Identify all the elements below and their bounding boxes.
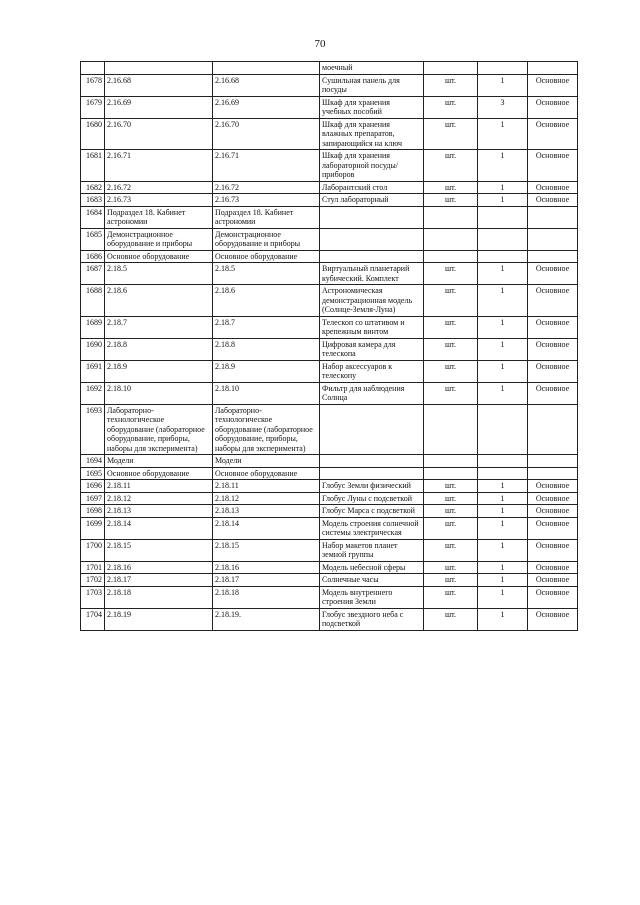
item-name-cell	[320, 467, 424, 480]
quantity-cell: 1	[478, 316, 528, 338]
table-row	[81, 74, 578, 96]
unit-cell	[424, 404, 478, 455]
row-number-cell: 1686	[81, 250, 105, 263]
row-number-cell	[81, 62, 105, 75]
code-cell: 2.16.69	[105, 96, 213, 118]
code-cell: 2.18.10	[105, 382, 213, 404]
catalog-code-cell: 2.18.15	[213, 539, 320, 561]
code-cell: 2.16.68	[105, 74, 213, 96]
quantity-cell	[478, 404, 528, 455]
table-row	[81, 96, 578, 118]
code-cell: 2.18.8	[105, 338, 213, 360]
unit-cell: шт.	[424, 539, 478, 561]
code-cell: 2.18.16	[105, 561, 213, 574]
code-cell: 2.16.73	[105, 194, 213, 207]
unit-cell: шт.	[424, 263, 478, 285]
unit-cell: шт.	[424, 505, 478, 518]
equipment-type-cell: Основное	[528, 181, 578, 194]
equipment-type-cell: Основное	[528, 285, 578, 317]
row-number-cell: 1695	[81, 467, 105, 480]
table-row	[81, 574, 578, 587]
unit-cell: шт.	[424, 285, 478, 317]
quantity-cell: 1	[478, 360, 528, 382]
row-number-cell: 1691	[81, 360, 105, 382]
row-number-cell: 1694	[81, 455, 105, 468]
unit-cell: шт.	[424, 181, 478, 194]
equipment-type-cell: Основное	[528, 338, 578, 360]
catalog-code-cell: 2.16.73	[213, 194, 320, 207]
catalog-code-cell: 2.16.68	[213, 74, 320, 96]
equipment-table	[80, 61, 578, 631]
quantity-cell: 1	[478, 517, 528, 539]
quantity-cell: 1	[478, 74, 528, 96]
item-name-cell: Виртуальный планетарий кубический. Комплект	[320, 263, 424, 285]
equipment-type-cell: Основное	[528, 96, 578, 118]
catalog-code-cell: 2.18.13	[213, 505, 320, 518]
quantity-cell	[478, 467, 528, 480]
row-number-cell: 1701	[81, 561, 105, 574]
table-row	[81, 228, 578, 250]
quantity-cell: 1	[478, 263, 528, 285]
row-number-cell: 1683	[81, 194, 105, 207]
table-body	[81, 62, 578, 631]
code-cell: Основное оборудование	[105, 467, 213, 480]
code-cell: 2.18.17	[105, 574, 213, 587]
catalog-code-cell: 2.18.6	[213, 285, 320, 317]
item-name-cell: Цифровая камера для телескопа	[320, 338, 424, 360]
equipment-type-cell: Основное	[528, 360, 578, 382]
item-name-cell: Стул лабораторный	[320, 194, 424, 207]
item-name-cell: Глобус Марса с подсветкой	[320, 505, 424, 518]
quantity-cell: 1	[478, 150, 528, 182]
table-row	[81, 285, 578, 317]
catalog-code-cell: Модели	[213, 455, 320, 468]
equipment-type-cell	[528, 404, 578, 455]
table-row	[81, 455, 578, 468]
catalog-code-cell: 2.18.14	[213, 517, 320, 539]
quantity-cell: 1	[478, 608, 528, 630]
catalog-code-cell: 2.18.8	[213, 338, 320, 360]
row-number-cell: 1700	[81, 539, 105, 561]
item-name-cell: Астрономическая демонстрационная модель (Солнце-Земля-Луна)	[320, 285, 424, 317]
item-name-cell: Шкаф для хранения лабораторной посуды/приборов	[320, 150, 424, 182]
unit-cell: шт.	[424, 150, 478, 182]
item-name-cell: Лаборантский стол	[320, 181, 424, 194]
row-number-cell: 1702	[81, 574, 105, 587]
unit-cell	[424, 467, 478, 480]
row-number-cell: 1692	[81, 382, 105, 404]
code-cell: 2.18.11	[105, 480, 213, 493]
unit-cell: шт.	[424, 517, 478, 539]
catalog-code-cell: 2.18.16	[213, 561, 320, 574]
equipment-type-cell: Основное	[528, 480, 578, 493]
equipment-type-cell: Основное	[528, 574, 578, 587]
unit-cell	[424, 206, 478, 228]
equipment-type-cell: Основное	[528, 505, 578, 518]
row-number-cell: 1689	[81, 316, 105, 338]
row-number-cell: 1681	[81, 150, 105, 182]
code-cell: Лабораторно-технологическое оборудование (лабораторное оборудование, приборы, наборы для эксперимента)	[105, 404, 213, 455]
row-number-cell: 1687	[81, 263, 105, 285]
catalog-code-cell: 2.16.69	[213, 96, 320, 118]
unit-cell	[424, 62, 478, 75]
catalog-code-cell: 2.16.70	[213, 118, 320, 150]
code-cell	[105, 62, 213, 75]
catalog-code-cell: Основное оборудование	[213, 467, 320, 480]
row-number-cell: 1688	[81, 285, 105, 317]
item-name-cell: моечный	[320, 62, 424, 75]
table-row	[81, 206, 578, 228]
catalog-code-cell: 2.16.72	[213, 181, 320, 194]
code-cell: 2.18.15	[105, 539, 213, 561]
item-name-cell: Модель небесной сферы	[320, 561, 424, 574]
quantity-cell: 1	[478, 194, 528, 207]
table-row	[81, 250, 578, 263]
item-name-cell	[320, 250, 424, 263]
row-number-cell: 1679	[81, 96, 105, 118]
equipment-type-cell: Основное	[528, 118, 578, 150]
table-row	[81, 608, 578, 630]
catalog-code-cell: Подраздел 18. Кабинет астрономии	[213, 206, 320, 228]
table-row	[81, 561, 578, 574]
equipment-type-cell: Основное	[528, 492, 578, 505]
equipment-type-cell: Основное	[528, 586, 578, 608]
item-name-cell	[320, 206, 424, 228]
equipment-type-cell	[528, 467, 578, 480]
catalog-code-cell: 2.18.12	[213, 492, 320, 505]
catalog-code-cell: 2.18.18	[213, 586, 320, 608]
item-name-cell: Глобус Луны с подсветкой	[320, 492, 424, 505]
item-name-cell: Сушильная панель для посуды	[320, 74, 424, 96]
item-name-cell: Модель строения солнечной системы электрическая	[320, 517, 424, 539]
unit-cell: шт.	[424, 118, 478, 150]
item-name-cell: Модель внутреннего строения Земли	[320, 586, 424, 608]
catalog-code-cell: Основное оборудование	[213, 250, 320, 263]
table-row	[81, 194, 578, 207]
catalog-code-cell: 2.18.11	[213, 480, 320, 493]
quantity-cell: 1	[478, 574, 528, 587]
catalog-code-cell	[213, 62, 320, 75]
code-cell: 2.16.71	[105, 150, 213, 182]
table-row	[81, 517, 578, 539]
code-cell: Основное оборудование	[105, 250, 213, 263]
quantity-cell: 1	[478, 539, 528, 561]
item-name-cell: Солнечные часы	[320, 574, 424, 587]
quantity-cell	[478, 455, 528, 468]
unit-cell: шт.	[424, 74, 478, 96]
quantity-cell	[478, 206, 528, 228]
unit-cell: шт.	[424, 608, 478, 630]
row-number-cell: 1685	[81, 228, 105, 250]
equipment-type-cell: Основное	[528, 150, 578, 182]
unit-cell: шт.	[424, 492, 478, 505]
row-number-cell: 1693	[81, 404, 105, 455]
unit-cell: шт.	[424, 316, 478, 338]
code-cell: 2.18.5	[105, 263, 213, 285]
quantity-cell	[478, 62, 528, 75]
unit-cell: шт.	[424, 574, 478, 587]
item-name-cell	[320, 455, 424, 468]
catalog-code-cell: 2.18.10	[213, 382, 320, 404]
quantity-cell: 1	[478, 586, 528, 608]
item-name-cell: Набор макетов планет земной группы	[320, 539, 424, 561]
equipment-type-cell	[528, 250, 578, 263]
table-row	[81, 150, 578, 182]
equipment-type-cell: Основное	[528, 517, 578, 539]
table-row	[81, 382, 578, 404]
equipment-type-cell: Основное	[528, 608, 578, 630]
table-row	[81, 62, 578, 75]
row-number-cell: 1697	[81, 492, 105, 505]
table-row	[81, 181, 578, 194]
quantity-cell	[478, 228, 528, 250]
unit-cell: шт.	[424, 382, 478, 404]
catalog-code-cell: 2.16.71	[213, 150, 320, 182]
catalog-code-cell: 2.18.17	[213, 574, 320, 587]
row-number-cell: 1698	[81, 505, 105, 518]
code-cell: 2.18.14	[105, 517, 213, 539]
code-cell: 2.16.72	[105, 181, 213, 194]
code-cell: 2.18.6	[105, 285, 213, 317]
catalog-code-cell: Лабораторно-технологическое оборудование (лабораторное оборудование, приборы, наборы для эксперимента)	[213, 404, 320, 455]
table-row	[81, 480, 578, 493]
equipment-type-cell	[528, 62, 578, 75]
catalog-code-cell: Демонстрационное оборудование и приборы	[213, 228, 320, 250]
quantity-cell: 1	[478, 285, 528, 317]
row-number-cell: 1684	[81, 206, 105, 228]
code-cell: Демонстрационное оборудование и приборы	[105, 228, 213, 250]
catalog-code-cell: 2.18.9	[213, 360, 320, 382]
unit-cell: шт.	[424, 338, 478, 360]
row-number-cell: 1678	[81, 74, 105, 96]
code-cell: 2.18.7	[105, 316, 213, 338]
item-name-cell: Набор аксессуаров к телескопу	[320, 360, 424, 382]
row-number-cell: 1699	[81, 517, 105, 539]
quantity-cell: 1	[478, 118, 528, 150]
table-row	[81, 539, 578, 561]
unit-cell: шт.	[424, 586, 478, 608]
equipment-type-cell: Основное	[528, 74, 578, 96]
code-cell: 2.18.9	[105, 360, 213, 382]
quantity-cell: 3	[478, 96, 528, 118]
row-number-cell: 1680	[81, 118, 105, 150]
row-number-cell: 1696	[81, 480, 105, 493]
quantity-cell	[478, 250, 528, 263]
quantity-cell: 1	[478, 561, 528, 574]
equipment-type-cell: Основное	[528, 539, 578, 561]
row-number-cell: 1682	[81, 181, 105, 194]
quantity-cell: 1	[478, 382, 528, 404]
code-cell: 2.18.13	[105, 505, 213, 518]
catalog-code-cell: 2.18.7	[213, 316, 320, 338]
unit-cell	[424, 228, 478, 250]
unit-cell: шт.	[424, 360, 478, 382]
code-cell: Подраздел 18. Кабинет астрономии	[105, 206, 213, 228]
table-row	[81, 467, 578, 480]
table-row	[81, 263, 578, 285]
item-name-cell: Шкаф для хранения влажных препаратов, запирающийся на ключ	[320, 118, 424, 150]
equipment-type-cell: Основное	[528, 316, 578, 338]
code-cell: 2.16.70	[105, 118, 213, 150]
equipment-type-cell: Основное	[528, 263, 578, 285]
table-row	[81, 492, 578, 505]
table-row	[81, 505, 578, 518]
page-number: 70	[314, 38, 326, 50]
unit-cell: шт.	[424, 480, 478, 493]
table-row	[81, 404, 578, 455]
item-name-cell: Глобус Земли физический	[320, 480, 424, 493]
unit-cell: шт.	[424, 96, 478, 118]
code-cell: 2.18.19	[105, 608, 213, 630]
table-row	[81, 118, 578, 150]
code-cell: 2.18.18	[105, 586, 213, 608]
row-number-cell: 1690	[81, 338, 105, 360]
row-number-cell: 1704	[81, 608, 105, 630]
equipment-type-cell	[528, 455, 578, 468]
item-name-cell: Фильтр для наблюдения Солнца	[320, 382, 424, 404]
code-cell: Модели	[105, 455, 213, 468]
equipment-type-cell: Основное	[528, 561, 578, 574]
quantity-cell: 1	[478, 338, 528, 360]
item-name-cell: Глобус звездного неба с подсветкой	[320, 608, 424, 630]
row-number-cell: 1703	[81, 586, 105, 608]
unit-cell	[424, 455, 478, 468]
unit-cell: шт.	[424, 561, 478, 574]
item-name-cell: Шкаф для хранения учебных пособий	[320, 96, 424, 118]
equipment-type-cell	[528, 228, 578, 250]
table-row	[81, 338, 578, 360]
quantity-cell: 1	[478, 492, 528, 505]
table-row	[81, 360, 578, 382]
equipment-type-cell	[528, 206, 578, 228]
table-row	[81, 586, 578, 608]
item-name-cell: Телескоп со штативом и крепежным винтом	[320, 316, 424, 338]
unit-cell	[424, 250, 478, 263]
quantity-cell: 1	[478, 480, 528, 493]
equipment-type-cell: Основное	[528, 194, 578, 207]
equipment-type-cell: Основное	[528, 382, 578, 404]
unit-cell: шт.	[424, 194, 478, 207]
catalog-code-cell: 2.18.5	[213, 263, 320, 285]
quantity-cell: 1	[478, 505, 528, 518]
item-name-cell	[320, 404, 424, 455]
item-name-cell	[320, 228, 424, 250]
catalog-code-cell: 2.18.19.	[213, 608, 320, 630]
quantity-cell: 1	[478, 181, 528, 194]
table-row	[81, 316, 578, 338]
code-cell: 2.18.12	[105, 492, 213, 505]
